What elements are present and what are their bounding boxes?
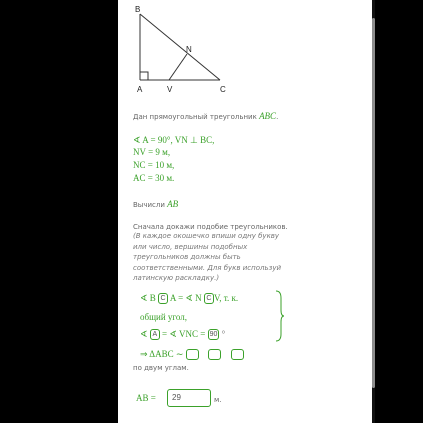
vertex-v: V	[167, 85, 173, 94]
condition-4: AC = 30 м.	[133, 173, 175, 183]
proof-row-1: ∢ B C A = ∢ N C V, т. к.	[140, 293, 239, 303]
vertex-a: A	[137, 85, 143, 94]
proof-input-box[interactable]: C	[204, 293, 214, 304]
task-text: Вычисли AB	[133, 199, 179, 209]
right-angle-mark	[140, 72, 148, 80]
instruction-note: (В каждое окошечко впиши одну букву или число, вершины подобных треугольников должны быть соответственными. Для букв используй латинскую раскладку.)	[133, 232, 282, 282]
vertex-c: C	[220, 85, 226, 94]
answer-unit: м.	[214, 396, 222, 404]
vertex-b: B	[135, 5, 141, 14]
condition-1: ∢ A = 90°, VN ⊥ BC,	[133, 135, 215, 145]
task-panel	[118, 0, 372, 423]
proof-row-4: ⇒ ΔABC ∼	[140, 349, 244, 360]
proof-input-box[interactable]: 90	[209, 331, 218, 339]
segment-nv	[169, 54, 187, 80]
proof-input-box[interactable]: C	[158, 293, 168, 304]
condition-3: NC = 10 м,	[133, 160, 175, 170]
proof-input-box[interactable]: A	[150, 329, 160, 340]
given-text: Дан прямоугольный треугольник ABC.	[133, 111, 279, 121]
similar-vertex-box-1[interactable]	[186, 349, 199, 360]
task-target: AB	[167, 199, 179, 209]
similar-vertex-box-2[interactable]	[208, 349, 221, 360]
triangle-figure	[128, 2, 238, 97]
triangle-name: ABC	[259, 111, 277, 121]
answer-input[interactable]: 29	[167, 389, 211, 407]
proof-row-2: общий угол,	[140, 312, 187, 322]
side-bc	[140, 14, 220, 80]
right-brace-icon	[275, 290, 285, 342]
condition-2: NV = 9 м,	[133, 147, 171, 157]
proof-row-3: ∢ A = ∢ VNC = 90 °	[140, 329, 226, 339]
answer-label: AB =	[136, 393, 156, 403]
scrollbar[interactable]	[372, 0, 375, 423]
similar-vertex-box-3[interactable]	[231, 349, 244, 360]
scrollbar-thumb[interactable]	[372, 18, 375, 388]
vertex-n: N	[186, 45, 192, 54]
instruction-line: Сначала докажи подобие треугольников.	[133, 223, 288, 231]
proof-row-5: по двум углам.	[133, 364, 189, 372]
